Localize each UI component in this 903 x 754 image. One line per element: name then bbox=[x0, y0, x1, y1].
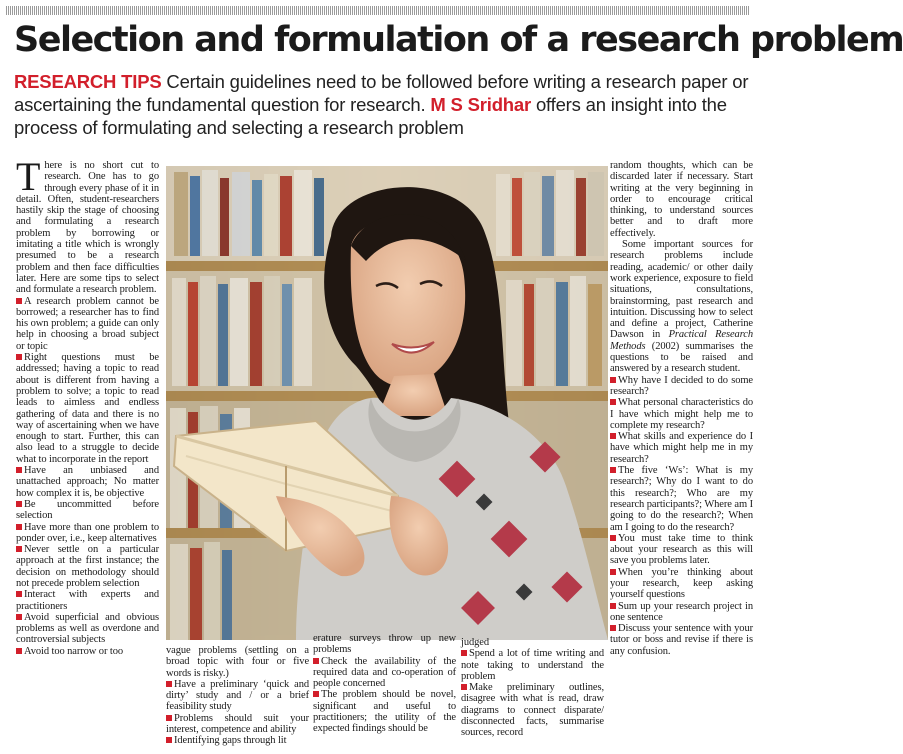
bullet-square-icon bbox=[166, 715, 172, 721]
bullet-square-icon bbox=[461, 650, 467, 656]
tip-item: Spend a lot of time writing and note taking to understand the problem bbox=[461, 648, 604, 682]
bullet-square-icon bbox=[313, 658, 319, 664]
question-item: What skills and experience do I have which might help me in my research? bbox=[610, 431, 753, 465]
bullet-square-icon bbox=[16, 298, 22, 304]
bullet-square-icon bbox=[166, 681, 172, 687]
question-item: Discuss your sentence with your tutor or boss and revise if there is any confusion. bbox=[610, 623, 753, 657]
column-2 bbox=[166, 645, 309, 751]
deck-text-2: offers an insight into the process of formulating and selecting a research problem bbox=[14, 94, 727, 138]
bullet-square-icon bbox=[16, 524, 22, 530]
bullet-square-icon bbox=[610, 569, 616, 575]
dropcap: T bbox=[16, 154, 41, 199]
tip-item: Identifying gaps through lit bbox=[166, 735, 309, 746]
bullet-square-icon bbox=[16, 591, 22, 597]
bullet-square-icon bbox=[610, 603, 616, 609]
tip-item: Problems should suit your interest, competence and ability bbox=[166, 712, 309, 736]
book-title: Practical Research Methods bbox=[610, 329, 753, 352]
tip-item: Have a preliminary ‘quick and dirty’ study and / or a brief feasibility study bbox=[166, 678, 309, 713]
tip-item: Never settle on a particular approach at the first instance; the decision on methodology should not precede problem selection bbox=[16, 544, 159, 589]
tip-item: Check the availability of the required data and co-operation of people concerned bbox=[313, 655, 456, 690]
tip-continuation: vague problems (settling on a broad topic with four or five words is risky.) bbox=[166, 645, 309, 679]
bullet-square-icon bbox=[313, 691, 319, 697]
bullet-square-icon bbox=[610, 433, 616, 439]
tip-item: A research problem cannot be borrowed; a researcher has to find his own problem; a guide can only help in choosing a broad subject or topic bbox=[16, 295, 159, 352]
tip-item: Make preliminary outlines, disagree with what is read, draw diagrams to connect disparate/ disconnected facts, summarise sources, record bbox=[461, 682, 604, 739]
question-item: Why have I decided to do some research? bbox=[610, 374, 753, 397]
bullet-square-icon bbox=[16, 354, 22, 360]
bullet-square-icon bbox=[16, 648, 22, 654]
bullet-square-icon bbox=[610, 467, 616, 473]
bullet-square-icon bbox=[461, 684, 467, 690]
question-item: The five ‘Ws’: What is my research?; Why do I want to do this research?; Who are my research participants?; Where am I going to do the research?; When am I going to do the research? bbox=[610, 465, 753, 533]
author-name: M S Sridhar bbox=[430, 94, 531, 115]
question-item: Sum up your research project in one sentence bbox=[610, 600, 753, 623]
bullet-square-icon bbox=[16, 614, 22, 620]
intro-paragraph: There is no short cut to research. One has to go through every phase of it in detail. Often, student-researchers hastily skip the stage of choosing and formulating a research problem by borrowing or imitating a title which is wrongly presumed to be a research problem and then face difficulties later. Here are some tips to select and formulate a research problem. bbox=[16, 154, 159, 296]
bullet-square-icon bbox=[610, 535, 616, 541]
question-item: When you’re thinking about your research, keep asking yourself questions bbox=[610, 566, 753, 601]
deck bbox=[14, 70, 752, 139]
tip-item: Have an unbiased and unattached approach; No matter how complex it is, be objective bbox=[16, 465, 159, 499]
tip-continuation: erature surveys throw up new problems bbox=[313, 633, 456, 656]
tip-item: The problem should be novel, significant and useful to practitioners; the utility of the expected findings should be bbox=[313, 689, 456, 735]
tip-item: Right questions must be addressed; having a topic to read about is different from having a problem to solve; a topic to read leads to aimless and endless gathering of data and there is no way of ascertaining when we have enough to start. Further, this can also lead to a struggle to decide what to incorporate in the report bbox=[16, 352, 159, 465]
headline: Selection and formulation of a research problem bbox=[14, 20, 903, 60]
photo-woman-reading bbox=[166, 166, 608, 640]
question-item: What personal characteristics do I have which might help me to complete my research? bbox=[610, 397, 753, 431]
kicker: RESEARCH TIPS bbox=[14, 71, 162, 92]
tip-item: Be uncommitted before selection bbox=[16, 498, 159, 522]
tip-item: Interact with experts and practitioners bbox=[16, 589, 159, 612]
column-5 bbox=[610, 160, 753, 750]
tip-continuation: judged bbox=[461, 637, 489, 648]
tip-item: Avoid superficial and obvious problems as well as overdone and controversial subjects bbox=[16, 611, 159, 646]
photo-illustration bbox=[166, 166, 608, 640]
top-rule bbox=[6, 6, 750, 15]
deck-text-1: Certain guidelines need to be followed before writing a research paper or ascertaining the fundamental question for research. bbox=[14, 71, 749, 115]
question-item: You must take time to think about your research as this will save you problems later. bbox=[610, 532, 753, 567]
bullet-square-icon bbox=[610, 377, 616, 383]
tip-item: Avoid too narrow or too bbox=[16, 646, 159, 657]
sources-paragraph: Some important sources for research problems include reading, academic/ or other daily work experience, exposure to field situations, consultations, brainstorming, past research and intuition. Discussing how to select and define a project, Catherine Dawson in Practical Research Methods (2002) summarises the questions to be raised and answered by a research student. bbox=[610, 239, 753, 375]
tip-item: Have more than one problem to ponder over, i.e., keep alternatives bbox=[16, 521, 159, 544]
bullet-square-icon bbox=[610, 625, 616, 631]
bullet-square-icon bbox=[16, 467, 22, 473]
column-3 bbox=[313, 633, 456, 751]
column-1 bbox=[16, 154, 159, 750]
tip-continuation: random thoughts, which can be discarded later if necessary. Start writing at the very beginning in order to encourage critical thinking, to understand sources better and to draft more effectively. bbox=[610, 160, 753, 239]
bullet-square-icon bbox=[16, 546, 22, 552]
column-4 bbox=[461, 637, 604, 751]
bullet-square-icon bbox=[16, 501, 22, 507]
bullet-square-icon bbox=[610, 399, 616, 405]
bullet-square-icon bbox=[166, 737, 172, 743]
